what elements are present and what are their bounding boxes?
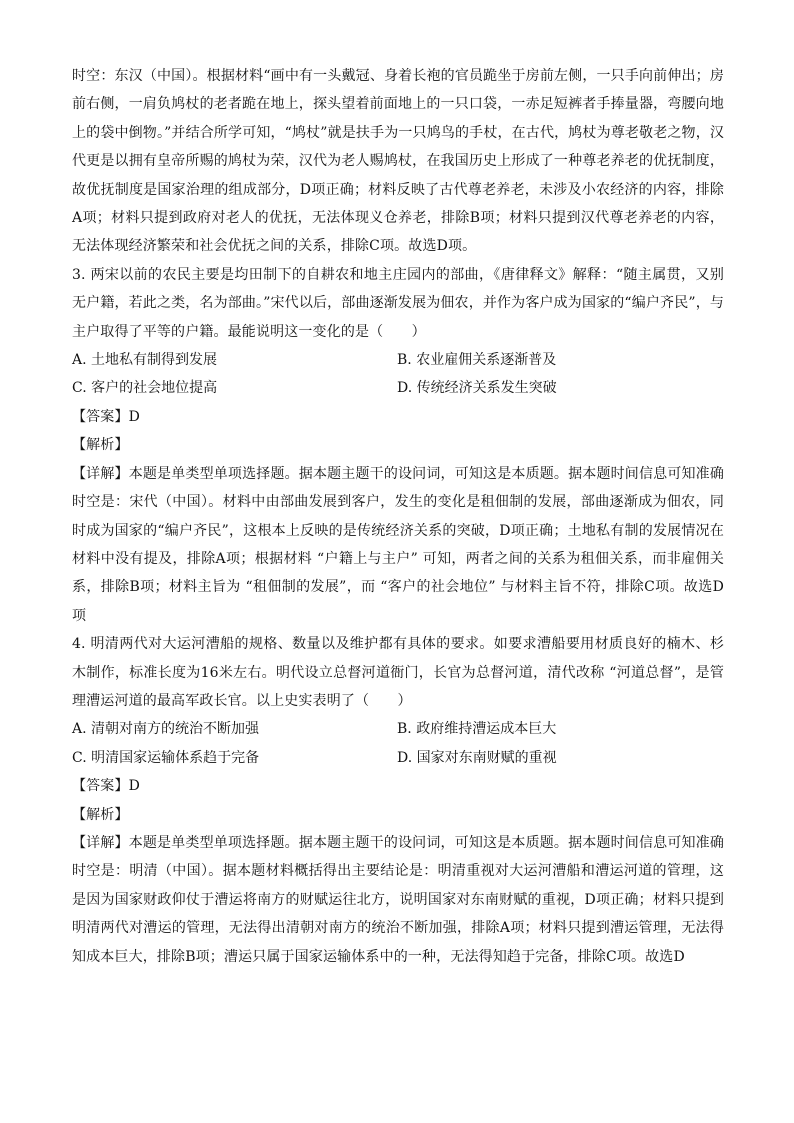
q3-detail: 【详解】本题是单类型单项选择题。据本题主题干的设问词，可知这是本质题。据本题时间信息可知准确时空是：宋代（中国）。材料中由部曲发展到客户，发生的变化是租佃制的发展，部曲逐渐成为佃农，同时成为国家的“编户齐民”，这根本上反映的是传统经济关系的突破，D项正确；土地私有制的发展情况在材料中没有提及，排除A项；根据材料 “户籍上与主户” 可知，两者之间的关系为租佃关系，而非雇佣关系，排除B项；材料主旨为 “租佃制的发展”，而 “客户的社会地位” 与材料主旨不符，排除C项。故选D项 [72, 465, 724, 624]
q3-analysis-label: 【解析】 [72, 437, 129, 454]
q4-option-d: D. 国家对东南财赋的重视 [397, 749, 557, 766]
q4-option-c: C. 明清国家运输体系趋于完备 [72, 749, 260, 766]
q4-detail: 【详解】本题是单类型单项选择题。据本题主题干的设问词，可知这是本质题。据本题时间信息可知准确时空是：明清（中国）。据本题材料概括得出主要结论是：明清重视对大运河漕船和漕运河道的管理，这是因为国家财政仰仗于漕运将南方的财赋运往北方，说明国家对东南财赋的重视，D项正确；材料只提到明清两代对漕运的管理，无法得出清朝对南方的统治不断加强，排除A项；材料只提到漕运管理，无法得知成本巨大，排除B项；漕运只属于国家运输体系中的一种，无法得知趋于完备，排除C项。故选D [72, 834, 724, 965]
q4-analysis-label: 【解析】 [72, 806, 129, 823]
q3-option-d: D. 传统经济关系发生突破 [397, 380, 557, 397]
q4-option-b: B. 政府维持漕运成本巨大 [397, 721, 557, 738]
q3-stem: 3. 两宋以前的农民主要是均田制下的自耕农和地主庄园内的部曲，《唐律释文》解释：“随主属贯，又别无户籍，若此之类，名为部曲。”宋代以后，部曲逐渐发展为佃农，并作为客户成为国家的“编户齐民”，与主户取得了平等的户籍。最能说明这一变化的是（ ） [72, 266, 724, 340]
q3-option-c: C. 客户的社会地位提高 [72, 380, 218, 397]
q2-explanation: 时空：东汉（中国）。根据材料“画中有一头戴冠、身着长袍的官员跪坐于房前左侧，一只手向前伸出；房前右侧，一肩负鸠杖的老者跪在地上，探头望着前面地上的一只口袋，一赤足短裤者手捧量器，弯腰向地上的袋中倒物。”并结合所学可知，“鸠杖”就是扶手为一只鸠鸟的手杖，在古代，鸠杖为尊老敬老之物，汉代更是以拥有皇帝所赐的鸠杖为荣，汉代为老人赐鸠杖，在我国历史上形成了一种尊老养老的优抚制度，故优抚制度是国家治理的组成部分，D项正确；材料反映了古代尊老养老，未涉及小农经济的内容，排除A项；材料只提到政府对老人的优抚，无法体现义仓养老，排除B项；材料只提到汉代尊老养老的内容，无法体现经济繁荣和社会优抚之间的关系，排除C项。故选D项。 [72, 68, 724, 255]
q4-options [72, 715, 724, 772]
q3-answer: 【答案】D [72, 408, 140, 425]
q4-answer: 【答案】D [72, 778, 140, 795]
q4-option-a: A. 清朝对南方的统治不断加强 [72, 721, 260, 738]
q3-option-b: B. 农业雇佣关系逐渐普及 [397, 352, 557, 369]
q3-options [72, 346, 724, 403]
q3-option-a: A. 土地私有制得到发展 [72, 352, 218, 369]
q4-stem: 4. 明清两代对大运河漕船的规格、数量以及维护都有具体的要求。如要求漕船要用材质良好的楠木、杉木制作，标准长度为16米左右。明代设立总督河道衙门，长官为总督河道，清代改称 “河道总督”，是管理漕运河道的最高军政长官。以上史实表明了（ ） [72, 636, 724, 709]
